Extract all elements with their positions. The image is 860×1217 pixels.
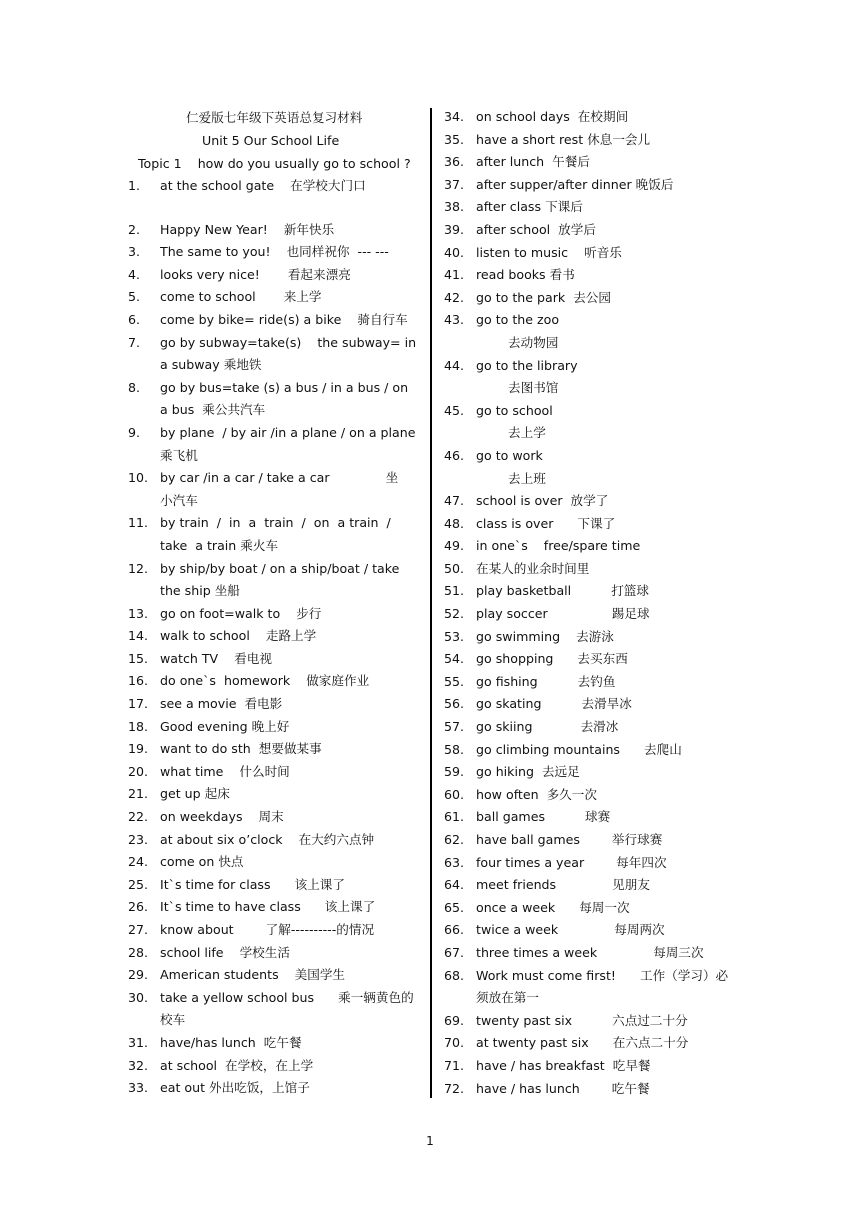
item-number: 3.: [128, 244, 141, 260]
item-text: how often 多久一次: [476, 786, 597, 802]
vocab-item: [128, 377, 418, 422]
item-text: It`s time for class 该上课了: [160, 876, 345, 892]
vocab-item: [128, 219, 418, 242]
item-number: 33.: [128, 1080, 149, 1096]
item-number: 45.: [444, 402, 465, 418]
vocab-item: [128, 1077, 418, 1100]
item-text: go to the library: [476, 357, 578, 373]
vocab-item: [128, 783, 418, 806]
vocab-item: [128, 309, 418, 332]
item-text: by train / in a train / on a train / take a train 乘火车: [160, 515, 399, 553]
item-number: 68.: [444, 967, 465, 983]
item-text: walk to school 走路上学: [160, 628, 317, 644]
vocab-item: [128, 851, 418, 874]
item-text: go by subway=take(s) the subway= in a subway 乘地铁: [160, 334, 421, 373]
column-divider: [430, 108, 432, 1098]
item-text: by car /in a car / take a car 坐 小汽车: [160, 470, 415, 508]
item-text: have / has lunch 吃午餐: [476, 1080, 650, 1096]
item-text: by ship/by boat / on a ship/boat / take the ship 坐船: [160, 560, 404, 599]
item-number: 61.: [444, 809, 465, 825]
vocab-item: [128, 738, 418, 761]
vocab-item: [444, 829, 729, 852]
vocab-item: [444, 852, 729, 875]
item-number: 27.: [128, 922, 149, 937]
vocab-item: [128, 987, 418, 1032]
vocab-item: [444, 513, 729, 536]
item-number: 49.: [444, 538, 465, 554]
vocab-item: [128, 716, 418, 739]
item-number: 38.: [444, 199, 465, 215]
item-translation: 去图书馆: [508, 380, 559, 396]
item-text: in one`s free/spare time: [476, 538, 641, 554]
vocab-item: [128, 332, 421, 377]
item-number: 28.: [128, 944, 149, 960]
vocab-item: [128, 919, 418, 942]
right-column: [444, 106, 729, 1100]
topic-text: Topic 1 how do you usually go to school ?: [138, 156, 411, 171]
item-text: go shopping 去买东西: [476, 651, 628, 667]
item-number: 31.: [128, 1034, 149, 1050]
item-number: 18.: [128, 718, 149, 734]
item-text: 在某人的业余时间里: [476, 560, 590, 576]
item-text: at the school gate 在学校大门口: [160, 178, 366, 193]
vocab-item: [444, 648, 729, 671]
item-text: want to do sth 想要做某事: [160, 741, 322, 757]
vocab-item: [128, 693, 418, 716]
item-translation: 去上班: [508, 470, 546, 486]
item-text: after school 放学后: [476, 221, 596, 237]
item-number: 15.: [128, 650, 149, 666]
item-number: 24.: [128, 854, 149, 870]
item-number: 59.: [444, 764, 465, 780]
item-number: 47.: [444, 493, 465, 509]
item-number: 7.: [128, 334, 141, 350]
item-text: have a short rest 休息一会儿: [476, 131, 651, 147]
item-number: 51.: [444, 583, 465, 599]
item-text: go hiking 去远足: [476, 764, 580, 780]
vocab-item: [444, 309, 729, 332]
item-text: come by bike= ride(s) a bike 骑自行车: [160, 311, 408, 327]
vocab-item: [128, 512, 418, 557]
item-number-blank: [444, 468, 476, 491]
item-text: read books 看书: [476, 267, 575, 283]
item-number: 37.: [444, 176, 465, 192]
vocab-item: [444, 784, 729, 807]
item-number: 46.: [444, 447, 465, 463]
vocab-item: [128, 648, 418, 671]
vocab-item: [128, 264, 418, 287]
vocab-item: [444, 558, 729, 581]
item-number: 72.: [444, 1080, 465, 1096]
vocab-item: [444, 739, 729, 762]
item-text: looks very nice! 看起来漂亮: [160, 266, 351, 282]
item-number: 69.: [444, 1012, 465, 1028]
vocab-item: [128, 175, 418, 198]
vocab-item: [128, 1032, 418, 1055]
item-number: 13.: [128, 605, 149, 621]
item-number: 64.: [444, 877, 465, 893]
vocab-item: [444, 919, 729, 942]
page-number: 1: [426, 1134, 434, 1148]
item-text: get up 起床: [160, 786, 230, 802]
vocab-item: [444, 174, 729, 197]
vocab-item: [128, 467, 418, 512]
vocab-item: [444, 219, 729, 242]
item-number: 41.: [444, 267, 465, 283]
item-translation: 去上学: [508, 425, 546, 441]
vocab-item: [444, 106, 729, 129]
vocab-item: [444, 1010, 729, 1033]
item-text: once a week 每周一次: [476, 899, 630, 915]
unit-heading: Unit 5 Our School Life: [202, 133, 340, 148]
vocab-item: [128, 761, 418, 784]
item-text: by plane / by air /in a plane / on a plane 乘飞机: [160, 424, 420, 463]
item-number: 22.: [128, 809, 149, 825]
vocab-item: [444, 761, 729, 784]
item-number: 4.: [128, 266, 141, 282]
vocab-item: [128, 942, 418, 965]
vocab-item-translation: [444, 332, 729, 355]
item-number: 25.: [128, 876, 149, 892]
item-number: 55.: [444, 673, 465, 689]
item-text: on weekdays 周末: [160, 809, 284, 825]
item-translation: 去动物园: [508, 334, 559, 350]
vocab-item-translation: [444, 422, 729, 445]
vocab-item: [444, 445, 729, 468]
vocab-item: [444, 151, 729, 174]
item-number: 67.: [444, 944, 465, 960]
item-number: 66.: [444, 922, 465, 938]
item-number: 58.: [444, 741, 465, 757]
item-number: 65.: [444, 899, 465, 915]
item-number: 42.: [444, 289, 465, 305]
vocab-item: [444, 355, 729, 378]
item-number: 16.: [128, 673, 149, 689]
item-text: meet friends 见朋友: [476, 877, 650, 893]
item-text: go climbing mountains 去爬山: [476, 741, 682, 757]
item-number: 53.: [444, 628, 465, 644]
vocab-item: [444, 1032, 729, 1055]
item-number: 10.: [128, 470, 149, 486]
item-text: The same to you! 也同样祝你 --- ---: [160, 244, 389, 260]
vocab-item: [444, 603, 729, 626]
item-text: come on 快点: [160, 854, 244, 870]
vocab-item: [444, 242, 729, 265]
item-number: 56.: [444, 696, 465, 712]
vocab-item: [444, 806, 729, 829]
item-text: go by bus=take (s) a bus / in a bus / on a bus 乘公共汽车: [160, 379, 413, 418]
item-text: come to school 来上学: [160, 289, 322, 305]
item-text: do one`s homework 做家庭作业: [160, 673, 370, 689]
item-text: school life 学校生活: [160, 944, 290, 960]
vocab-item: [444, 129, 729, 152]
item-number: 39.: [444, 221, 465, 237]
vocab-item: [128, 422, 418, 467]
item-text: It`s time to have class 该上课了: [160, 899, 376, 915]
item-number: 14.: [128, 628, 149, 644]
vocab-item: [128, 625, 418, 648]
item-number: 70.: [444, 1035, 465, 1051]
item-text: four times a year 每年四次: [476, 854, 667, 870]
item-text: go to work: [476, 447, 543, 463]
vocab-item: [128, 670, 418, 693]
item-number-blank: [444, 422, 476, 445]
vocab-item: [444, 264, 729, 287]
item-number: 52.: [444, 606, 465, 622]
vocab-item-translation: [444, 377, 729, 400]
vocab-item: [444, 535, 729, 558]
item-text: go skating 去滑旱冰: [476, 696, 632, 712]
item-text: on school days 在校期间: [476, 109, 629, 124]
item-text: after supper/after dinner 晚饭后: [476, 176, 674, 192]
item-number: 11.: [128, 515, 149, 531]
vocab-item: [128, 896, 418, 919]
item-text: listen to music 听音乐: [476, 244, 622, 260]
item-text: play soccer 踢足球: [476, 606, 650, 622]
vocab-item: [128, 806, 418, 829]
document-title: 仁爱版七年级下英语总复习材料: [186, 110, 363, 125]
vocab-item: [128, 241, 418, 264]
item-text: go to the zoo: [476, 312, 560, 328]
left-column: [128, 106, 421, 1100]
item-text: what time 什么时间: [160, 763, 290, 779]
item-number: 36.: [444, 154, 465, 170]
item-text: ball games 球赛: [476, 809, 611, 825]
vocab-item: [444, 965, 729, 1010]
item-number: 9.: [128, 424, 141, 440]
item-text: Happy New Year! 新年快乐: [160, 221, 335, 237]
vocab-item: [444, 400, 729, 423]
vocab-item: [444, 490, 729, 513]
vocab-item: [128, 874, 418, 897]
vocab-item: [444, 1078, 729, 1101]
vocab-item: [444, 1055, 729, 1078]
item-number: 43.: [444, 312, 465, 328]
item-text: take a yellow school bus 乘一辆黄色的校车: [160, 989, 414, 1028]
item-text: see a movie 看电影: [160, 696, 283, 712]
item-number: 23.: [128, 831, 149, 847]
item-number-blank: [444, 377, 476, 400]
item-number: 1.: [128, 178, 141, 193]
item-text: class is over 下课了: [476, 515, 616, 531]
item-number: 19.: [128, 741, 149, 757]
item-text: after lunch 午餐后: [476, 154, 590, 170]
item-number: 62.: [444, 832, 465, 847]
vocab-item: [444, 671, 729, 694]
item-number: 12.: [128, 560, 149, 576]
item-number: 40.: [444, 244, 465, 260]
vocab-item: [444, 693, 729, 716]
item-text: go skiing 去滑冰: [476, 719, 619, 735]
vocab-item: [444, 897, 729, 920]
item-text: after class 下课后: [476, 199, 583, 215]
item-text: eat out 外出吃饭，上馆子: [160, 1080, 310, 1096]
item-number: 21.: [128, 786, 149, 802]
item-number: 20.: [128, 763, 149, 779]
item-number: 60.: [444, 786, 465, 802]
item-text: watch TV 看电视: [160, 650, 272, 666]
item-text: have / has breakfast 吃早餐: [476, 1057, 651, 1073]
vocab-item: [444, 942, 729, 965]
topic-heading: [128, 152, 418, 175]
item-number: 32.: [128, 1057, 149, 1073]
item-text: go swimming 去游泳: [476, 628, 614, 644]
item-text: American students 美国学生: [160, 967, 346, 983]
item-number: 54.: [444, 651, 465, 667]
vocab-item-translation: [444, 468, 729, 491]
item-text: twenty past six 六点过二十分: [476, 1012, 688, 1028]
item-number: 71.: [444, 1057, 465, 1073]
item-number: 63.: [444, 854, 465, 870]
item-number: 35.: [444, 131, 465, 147]
item-number: 6.: [128, 311, 141, 327]
item-number: 57.: [444, 719, 465, 735]
item-text: have ball games 举行球赛: [476, 832, 663, 847]
vocab-item: [128, 603, 418, 626]
vocab-item: [128, 829, 418, 852]
item-number: 17.: [128, 696, 149, 712]
item-text: at school 在学校，在上学: [160, 1057, 314, 1073]
item-number: 48.: [444, 515, 465, 531]
vocab-item: [128, 964, 418, 987]
item-number: 29.: [128, 967, 149, 983]
item-text: go on foot=walk to 步行: [160, 605, 322, 621]
item-number: 34.: [444, 109, 465, 124]
item-text: have/has lunch 吃午餐: [160, 1034, 302, 1050]
item-number: 2.: [128, 221, 141, 237]
vocab-item: [444, 580, 729, 603]
item-text: go to the park 去公园: [476, 289, 611, 305]
vocab-item: [444, 874, 729, 897]
item-text: Good evening 晚上好: [160, 718, 290, 734]
item-text: play basketball 打篮球: [476, 583, 649, 599]
item-text: at twenty past six 在六点二十分: [476, 1035, 689, 1051]
item-number: 5.: [128, 289, 141, 305]
vocab-item: [444, 196, 729, 219]
item-text: three times a week 每周三次: [476, 944, 704, 960]
vocab-item: [444, 287, 729, 310]
item-number: 44.: [444, 357, 465, 373]
item-text: go to school: [476, 402, 553, 418]
item-number: 8.: [128, 379, 141, 395]
item-number: 30.: [128, 989, 149, 1005]
item-number-blank: [444, 332, 476, 355]
vocab-item: [128, 286, 418, 309]
vocab-item: [128, 558, 418, 603]
item-number: 50.: [444, 560, 465, 576]
item-text: know about 了解----------的情况: [160, 922, 375, 937]
item-text: Work must come first! 工作（学习）必须放在第一: [476, 967, 729, 1006]
item-text: at about six o’clock 在大约六点钟: [160, 831, 375, 847]
vocab-item: [128, 1055, 418, 1078]
item-text: twice a week 每周两次: [476, 922, 665, 938]
vocab-item: [444, 626, 729, 649]
vocab-item: [444, 716, 729, 739]
item-text: go fishing 去钓鱼: [476, 673, 616, 689]
item-number: 26.: [128, 899, 149, 915]
item-text: school is over 放学了: [476, 493, 609, 509]
